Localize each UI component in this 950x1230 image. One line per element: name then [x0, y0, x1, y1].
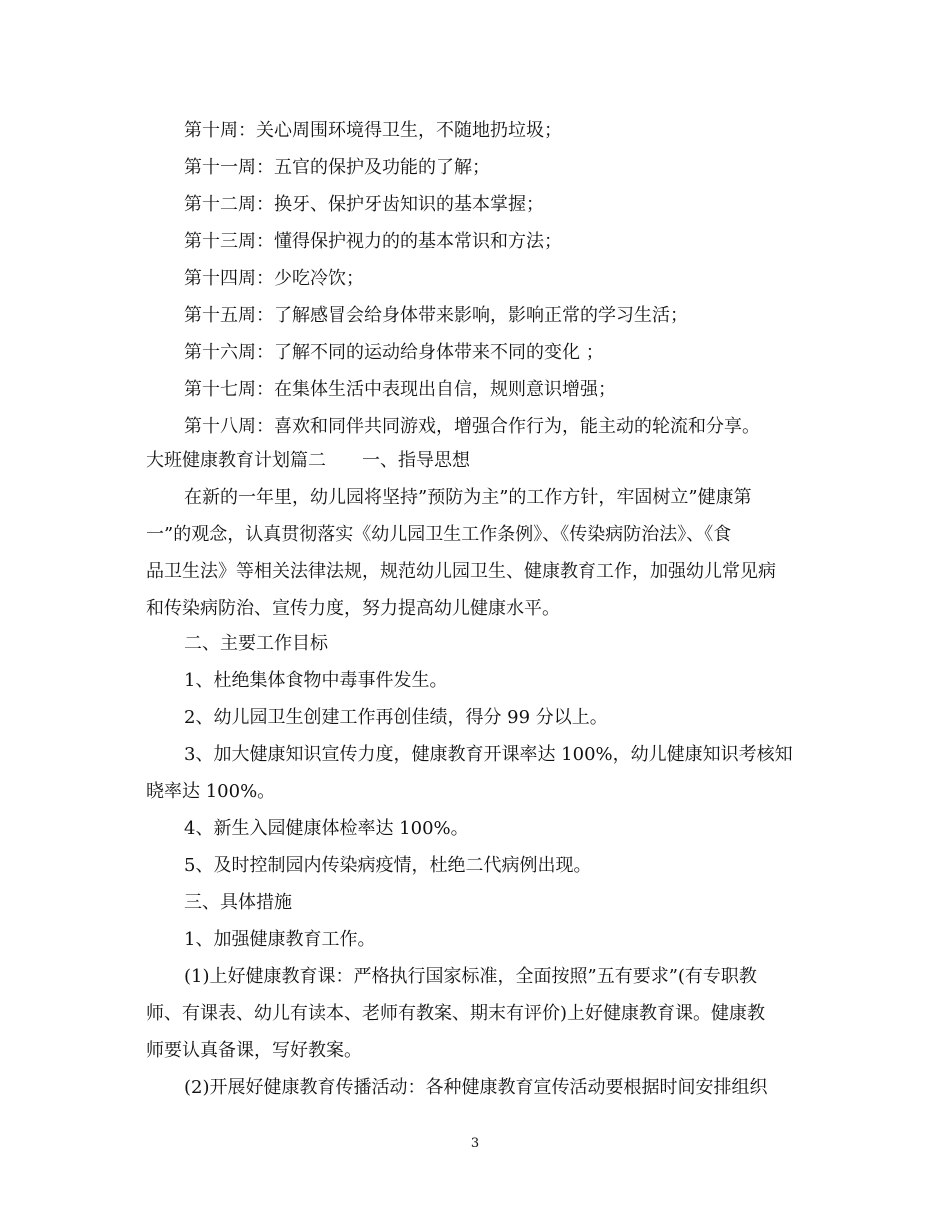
page-number: 3 — [470, 1136, 480, 1151]
goal-3-line-1: 3、加大健康知识宣传力度，健康教育开课率达 100%，幼儿健康知识考核知 — [184, 744, 793, 765]
week-11-line: 第十一周：五官的保护及功能的了解； — [184, 157, 490, 178]
goal-4-line: 4、新生入园健康体检率达 100%。 — [184, 818, 469, 839]
week-18-line: 第十八周：喜欢和同伴共同游戏，增强合作行为，能主动的轮流和分享。 — [184, 416, 760, 437]
goal-3-line-2: 晓率达 100%。 — [146, 781, 276, 802]
intro-paragraph-line-3: 品卫生法》等相关法律法规，规范幼儿园卫生、健康教育工作，加强幼儿常见病 — [146, 561, 776, 582]
intro-paragraph-line-2: 一”的观念，认真贯彻落实《幼儿园卫生工作条例》、《传染病防治法》、《食 — [146, 524, 732, 545]
goal-1-line: 1、杜绝集体食物中毒事件发生。 — [184, 670, 448, 691]
measures-heading: 三、具体措施 — [184, 892, 292, 913]
goal-5-line: 5、及时控制园内传染病疫情，杜绝二代病例出现。 — [184, 855, 592, 876]
section-heading: 大班健康教育计划篇二 一、指导思想 — [146, 450, 470, 471]
measure-1-1-line-2: 师、有课表、幼儿有读本、老师有教案、期末有评价)上好健康教育课。健康教 — [146, 1003, 766, 1024]
week-12-line: 第十二周：换牙、保护牙齿知识的基本掌握； — [184, 194, 544, 215]
measure-1-line: 1、加强健康教育工作。 — [184, 929, 376, 950]
measure-1-2-line: (2)开展好健康教育传播活动：各种健康教育宣传活动要根据时间安排组织 — [184, 1077, 768, 1098]
week-13-line: 第十三周：懂得保护视力的的基本常识和方法； — [184, 231, 562, 252]
goals-heading: 二、主要工作目标 — [184, 633, 328, 654]
week-15-line: 第十五周：了解感冒会给身体带来影响，影响正常的学习生活； — [184, 305, 688, 326]
intro-paragraph-line-4: 和传染病防治、宣传力度，努力提高幼儿健康水平。 — [146, 598, 560, 619]
week-17-line: 第十七周：在集体生活中表现出自信，规则意识增强； — [184, 379, 616, 400]
week-10-line: 第十周：关心周围环境得卫生，不随地扔垃圾； — [184, 120, 562, 141]
intro-paragraph-line-1: 在新的一年里，幼儿园将坚持”预防为主”的工作方针，牢固树立”健康第 — [184, 487, 752, 508]
week-14-line: 第十四周：少吃冷饮； — [184, 268, 364, 289]
measure-1-1-line-1: (1)上好健康教育课：严格执行国家标准，全面按照”五有要求”(有专职教 — [184, 966, 757, 987]
week-16-line: 第十六周：了解不同的运动给身体带来不同的变化 ； — [184, 342, 604, 363]
measure-1-1-line-3: 师要认真备课，写好教案。 — [146, 1040, 362, 1061]
goal-2-line: 2、幼儿园卫生创建工作再创佳绩，得分 99 分以上。 — [184, 707, 608, 728]
